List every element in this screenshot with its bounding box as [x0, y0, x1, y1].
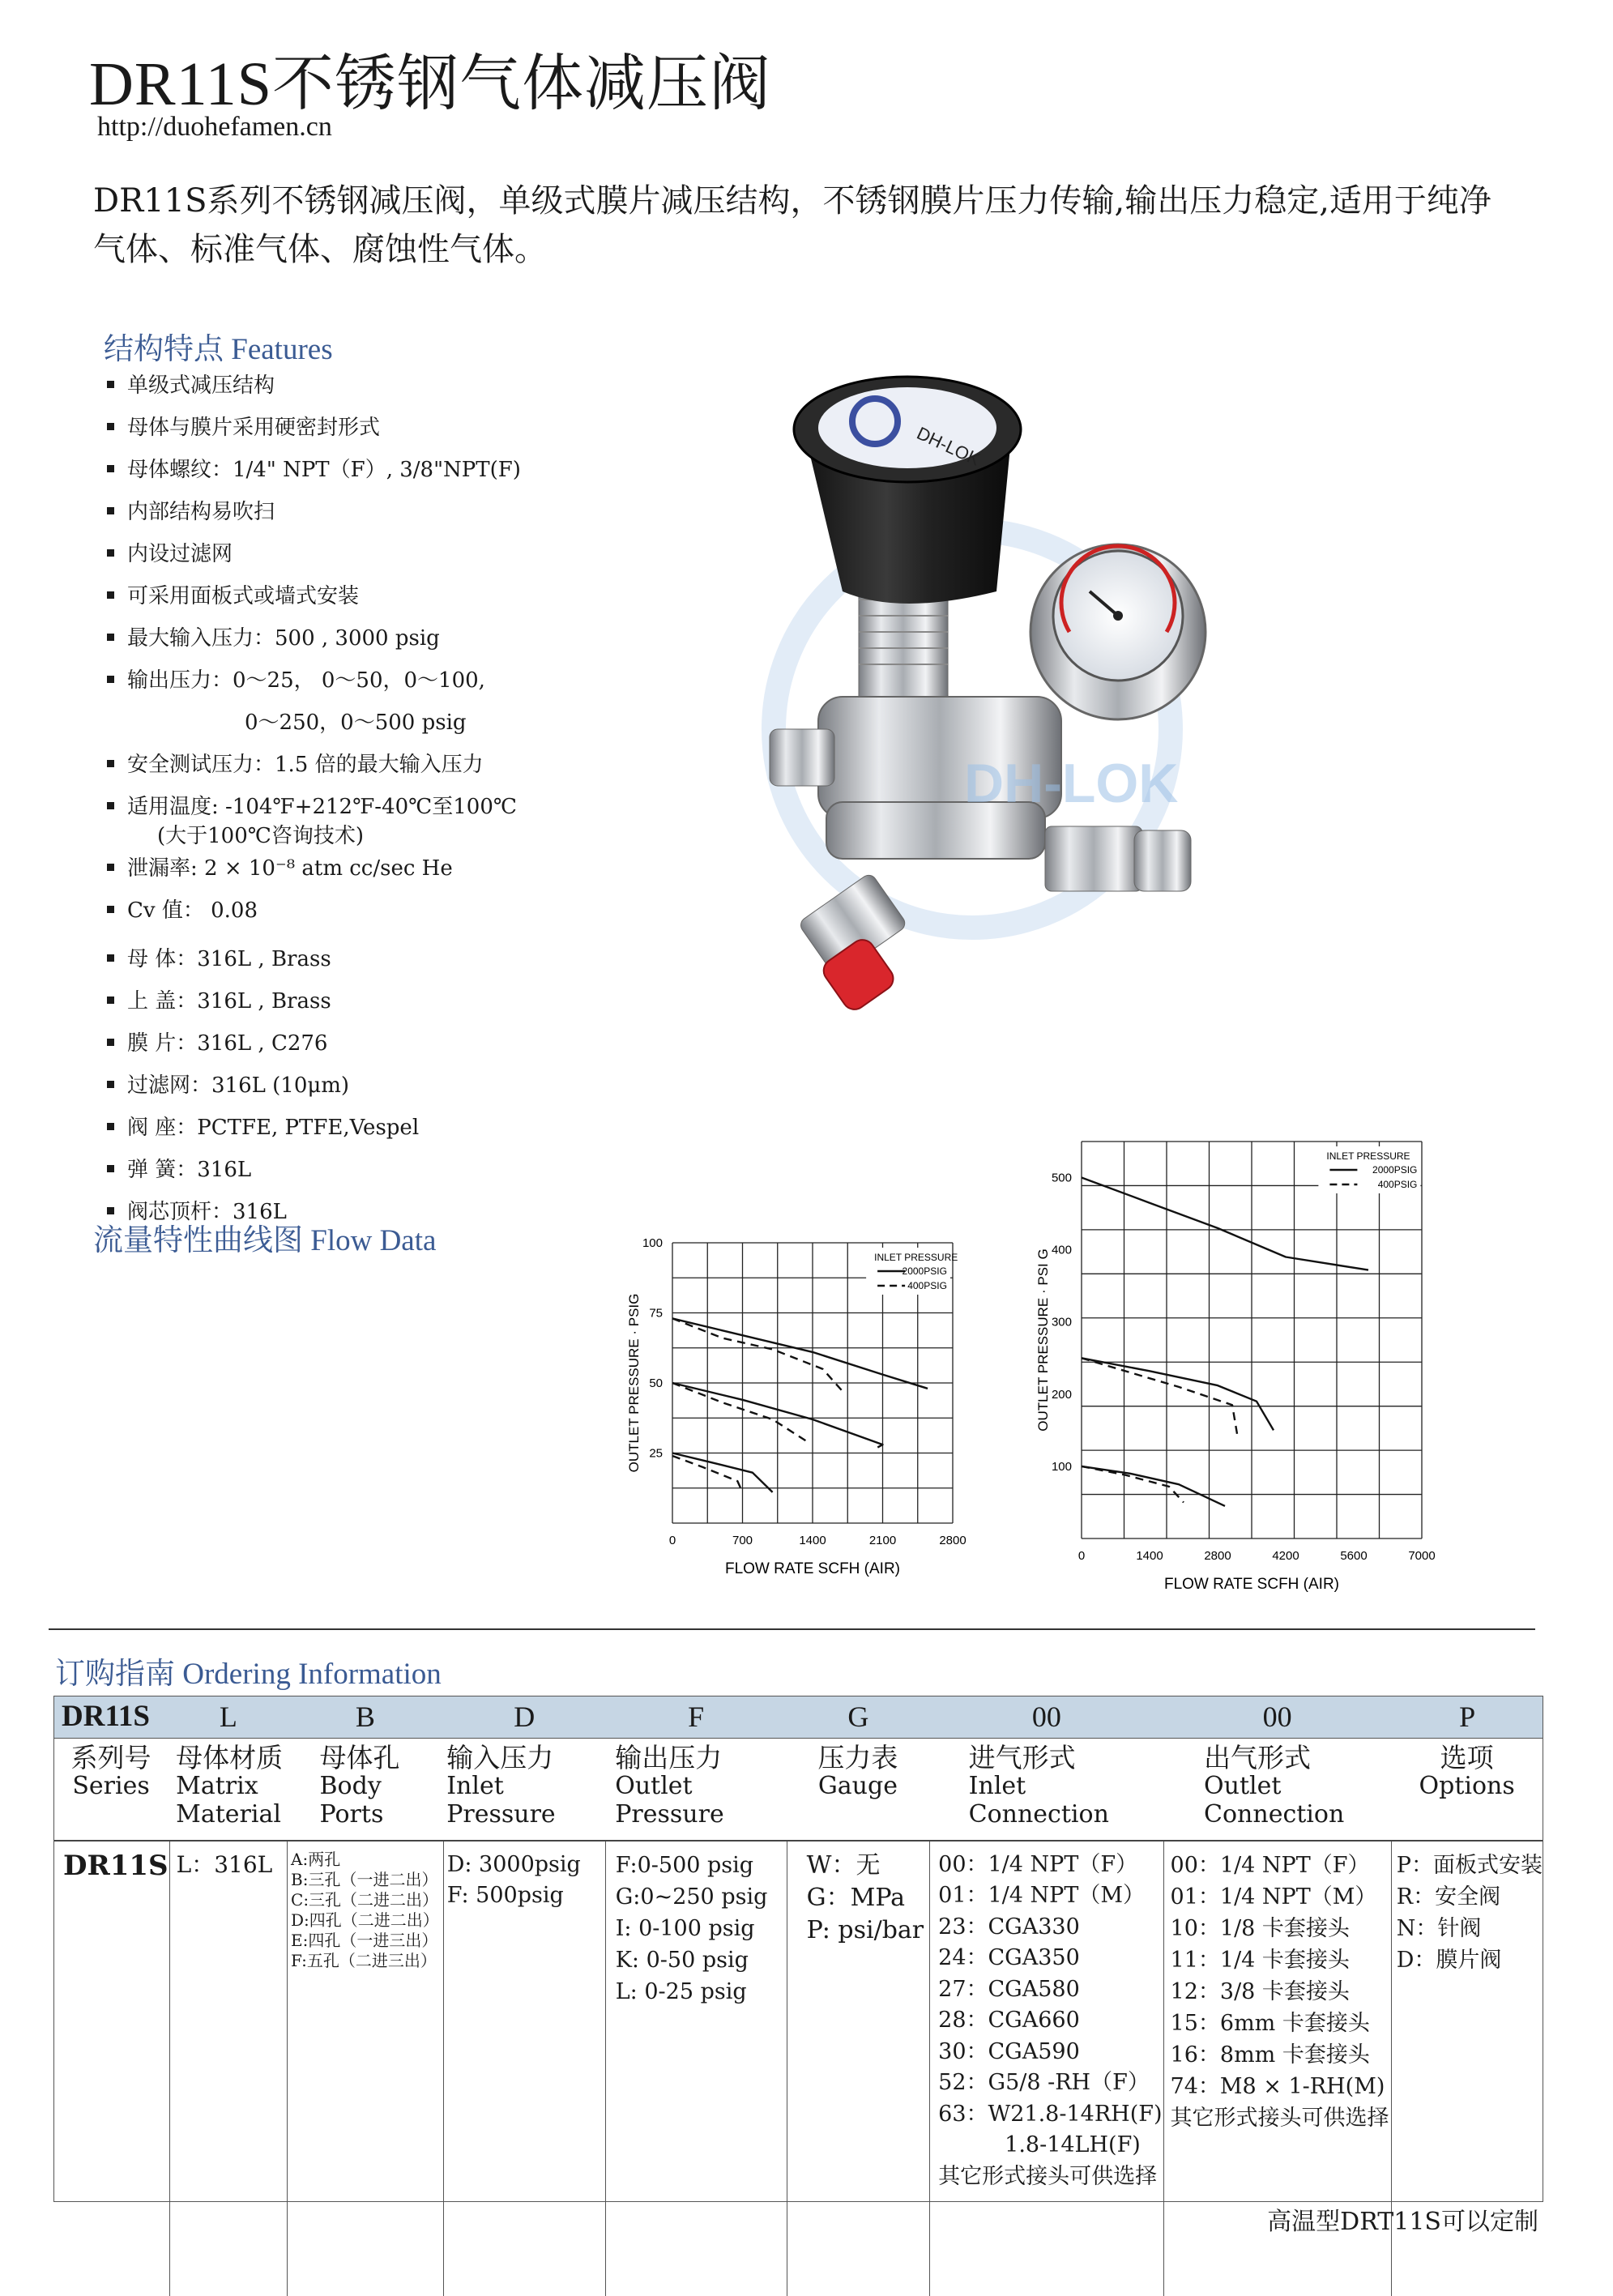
- ordering-option: D：膜片阀: [1396, 1947, 1502, 1973]
- ordering-option: B:三孔（一进二出）: [291, 1869, 438, 1889]
- regulator-product-image: [753, 373, 1304, 1013]
- bullet-icon: [107, 1081, 114, 1088]
- series-cell: DR11S: [63, 1849, 169, 1882]
- bullet-icon: [107, 1207, 114, 1214]
- ordering-code: B: [288, 1696, 444, 1738]
- feature-text: 母 体：316L , Brass: [127, 947, 331, 971]
- x-tick-label: 0: [668, 1534, 676, 1547]
- feature-text: 最大输入压力：500 , 3000 psig: [127, 626, 440, 651]
- x-tick-label: 0: [1077, 1549, 1086, 1563]
- ordering-option: 00：1/4 NPT（F）: [1170, 1852, 1370, 1878]
- feature-item: [107, 1153, 251, 1183]
- legend-entry: 400PSIG: [1377, 1179, 1418, 1190]
- feature-text: 内设过滤网: [127, 542, 233, 566]
- feature-text: 可采用面板式或墙式安装: [127, 584, 360, 608]
- feature-text: 阀芯顶杆：316L: [127, 1200, 287, 1224]
- bullet-icon: [107, 996, 114, 1004]
- feature-text: 适用温度: -104℉+212℉-40℃至100℃: [127, 795, 517, 819]
- ordering-label-line: Outlet: [615, 1771, 693, 1800]
- ordering-label-line: 系列号: [70, 1741, 151, 1773]
- bullet-icon: [107, 676, 114, 683]
- ordering-option: 00：1/4 NPT（F）: [938, 1851, 1138, 1877]
- x-tick-label: 5600: [1340, 1549, 1368, 1563]
- ordering-label-line: Pressure: [446, 1799, 556, 1829]
- ordering-label-line: 压力表: [817, 1741, 898, 1773]
- ordering-option: E:四孔（一进三出）: [291, 1930, 438, 1950]
- feature-item: [107, 790, 517, 820]
- ordering-label-line: Inlet: [968, 1771, 1026, 1800]
- legend-entry: 2000PSIG: [902, 1265, 947, 1277]
- ordering-label-line: Gauge: [817, 1771, 898, 1800]
- ordering-label-row: [53, 1738, 1543, 1841]
- feature-item: [107, 1026, 327, 1056]
- series-curve: [672, 1318, 928, 1389]
- x-tick-label: 2800: [1204, 1549, 1231, 1563]
- ordering-label-line: Options: [1419, 1771, 1515, 1800]
- ordering-option: 28：CGA660: [938, 2008, 1080, 2033]
- feature-text: 母体螺纹：1/4" NPT（F）, 3/8"NPT(F): [127, 458, 521, 482]
- ordering-label-line: 出气形式: [1204, 1741, 1312, 1773]
- ordering-option: 24：CGA350: [938, 1945, 1080, 1970]
- feature-item: [107, 621, 440, 651]
- feature-item: [107, 664, 485, 693]
- series-curve: [672, 1453, 773, 1492]
- features-heading: 结构特点 Features: [104, 333, 333, 366]
- legend-entry: 2000PSIG: [1372, 1164, 1418, 1176]
- bullet-icon: [107, 423, 114, 430]
- ports-cell: [288, 1841, 444, 2296]
- bullet-icon: [107, 634, 114, 641]
- y-tick-label: 100: [1051, 1459, 1072, 1474]
- x-tick-label: 7000: [1408, 1549, 1436, 1563]
- x-tick-label: 4200: [1272, 1549, 1299, 1563]
- feature-item: [107, 1111, 419, 1141]
- ordering-option: D: 3000psig: [446, 1851, 581, 1877]
- ordering-option: 其它形式接头可供选择: [938, 2163, 1158, 2189]
- footer-note: 高温型DRT11S可以定制: [1267, 2208, 1538, 2236]
- feature-text: 母体与膜片采用硬密封形式: [127, 416, 381, 440]
- ordering-option: R：安全阀: [1396, 1884, 1501, 1910]
- feature-text: 膜 片：316L , C276: [127, 1031, 328, 1056]
- bullet-icon: [107, 802, 114, 809]
- bullet-icon: [107, 549, 114, 557]
- ordering-option: 11：1/4 卡套接头: [1170, 1947, 1350, 1973]
- y-tick-label: 300: [1051, 1315, 1072, 1329]
- x-tick-label: 1400: [1136, 1549, 1163, 1563]
- ordering-option: 其它形式接头可供选择: [1170, 2105, 1389, 2131]
- feature-item: [107, 942, 331, 972]
- ordering-option: 27：CGA580: [938, 1976, 1080, 2002]
- ordering-code: 00: [1163, 1696, 1391, 1738]
- bullet-icon: [107, 1039, 114, 1046]
- ordering-code-row: [53, 1696, 1543, 1738]
- feature-text: 安全测试压力：1.5 倍的最大输入压力: [127, 753, 484, 777]
- feature-item: [107, 453, 521, 483]
- handle-knob-icon: [794, 377, 1021, 604]
- feature-item: [107, 1069, 349, 1099]
- ordering-label: [443, 1738, 605, 1841]
- ordering-option: 16：8mm 卡套接头: [1170, 2042, 1370, 2068]
- ordering-label: [1391, 1738, 1543, 1841]
- feature-text: 内部结构易吹扫: [127, 500, 275, 524]
- ordering-option: W：无: [806, 1850, 881, 1880]
- feature-text: 弹 簧：316L: [127, 1158, 252, 1182]
- ordering-label-line: Pressure: [615, 1799, 724, 1829]
- ordering-option: 10：1/8 卡套接头: [1170, 1915, 1350, 1941]
- ordering-label-line: Matrix: [176, 1771, 258, 1800]
- gauge-cell: [787, 1841, 929, 2296]
- website-url[interactable]: http://duohefamen.cn: [97, 112, 332, 142]
- ordering-option: F:0-500 psig: [615, 1852, 754, 1878]
- ordering-code: G: [787, 1696, 929, 1738]
- ordering-label: [288, 1738, 444, 1841]
- ordering-label-line: 进气形式: [968, 1741, 1076, 1773]
- feature-text: 阀 座：PCTFE, PTFE,Vespel: [127, 1116, 420, 1140]
- ordering-option: 30：CGA590: [938, 2038, 1080, 2064]
- feature-item: [107, 748, 484, 778]
- flow-chart-high-pressure: [1017, 1130, 1454, 1604]
- y-axis-label: OUTLET PRESSURE · PSI G: [1035, 1248, 1051, 1432]
- feature-text: 泄漏率: 2 × 10⁻⁸ atm cc/sec He: [127, 856, 453, 881]
- page-title: DR11S不锈钢气体减压阀: [89, 50, 772, 118]
- y-tick-label: 25: [649, 1446, 663, 1461]
- ordering-option: 23：CGA330: [938, 1914, 1080, 1940]
- series-curve: [1082, 1358, 1237, 1434]
- y-tick-label: 500: [1051, 1171, 1072, 1185]
- ordering-label-line: Outlet: [1204, 1771, 1282, 1800]
- legend-entry: 400PSIG: [907, 1280, 947, 1291]
- ordering-code: F: [605, 1696, 787, 1738]
- ordering-option: P: psi/bar: [806, 1915, 924, 1944]
- ordering-label: [53, 1738, 169, 1841]
- ordering-option: G:0~250 psig: [615, 1884, 768, 1910]
- ordering-option: 74：M8 × 1-RH(M): [1170, 2073, 1385, 2099]
- ordering-label: [605, 1738, 787, 1841]
- ordering-option: P：面板式安装: [1396, 1852, 1543, 1878]
- inlet-pressure-cell: [443, 1841, 605, 2296]
- bullet-icon: [107, 381, 114, 388]
- ordering-option: 63：W21.8-14RH(F): [938, 2101, 1163, 2127]
- feature-text: 输出压力：0～25， 0～50，0～100,: [127, 668, 485, 693]
- ordering-option: L：316L: [176, 1850, 273, 1878]
- ordering-option: L: 0-25 psig: [615, 1978, 747, 2004]
- ordering-label: [930, 1738, 1163, 1841]
- ordering-option: N：针阀: [1396, 1915, 1482, 1941]
- material-cell: [169, 1841, 287, 2296]
- feature-text: (大于100℃咨询技术): [157, 824, 364, 848]
- bullet-icon: [107, 906, 114, 913]
- feature-item: [107, 537, 233, 567]
- y-tick-label: 100: [642, 1236, 663, 1250]
- ordering-option: 15：6mm 卡套接头: [1170, 2010, 1370, 2036]
- feature-item: [157, 819, 364, 849]
- x-axis-label: FLOW RATE SCFH (AIR): [724, 1560, 901, 1577]
- x-tick-label: 2100: [868, 1534, 897, 1547]
- feature-item: [107, 411, 380, 441]
- pressure-gauge-icon: [1031, 544, 1205, 719]
- feature-text: 上 盖：316L , Brass: [127, 989, 331, 1014]
- feature-item: [245, 706, 467, 736]
- bullet-icon: [107, 1165, 114, 1172]
- bullet-icon: [107, 864, 114, 871]
- feature-item: [107, 984, 331, 1014]
- ordering-label-line: Body: [319, 1771, 382, 1800]
- series-curve: [672, 1318, 843, 1391]
- feature-item: [107, 851, 453, 881]
- series-curve: [1082, 1466, 1225, 1506]
- x-tick-label: 1400: [799, 1534, 826, 1547]
- ordering-option: C:三孔（二进二出）: [291, 1889, 439, 1910]
- ordering-option: 52：G5/8 -RH（F）: [938, 2070, 1150, 2095]
- x-tick-label: 700: [732, 1534, 753, 1547]
- ordering-option: 1.8-14LH(F): [1005, 2132, 1141, 2157]
- bullet-icon: [107, 1123, 114, 1130]
- ordering-option: 01：1/4 NPT（M）: [1170, 1884, 1377, 1910]
- ordering-label-line: Inlet: [446, 1771, 504, 1800]
- y-tick-label: 50: [649, 1376, 663, 1390]
- flow-chart-low-pressure: [616, 1231, 988, 1604]
- ordering-label-line: 输入压力: [446, 1741, 554, 1773]
- outlet-pressure-cell: [605, 1841, 787, 2296]
- feature-item: [107, 579, 359, 609]
- ordering-label-line: 选项: [1440, 1741, 1494, 1773]
- ordering-option: K: 0-50 psig: [615, 1947, 749, 1973]
- feature-text: 过滤网：316L (10μm): [127, 1073, 350, 1098]
- ordering-label: [169, 1738, 287, 1841]
- svg-text:DH-LOK: DH-LOK: [964, 753, 1179, 814]
- ordering-option: 12：3/8 卡套接头: [1170, 1978, 1350, 2004]
- bullet-icon: [107, 507, 114, 514]
- y-tick-label: 200: [1051, 1387, 1072, 1402]
- ordering-option: A:两孔: [291, 1849, 341, 1869]
- bullet-icon: [107, 591, 114, 599]
- bullet-icon: [107, 954, 114, 962]
- feature-text: Cv 值： 0.08: [127, 898, 258, 923]
- ordering-label-line: Connection: [968, 1799, 1109, 1829]
- feature-item: [107, 369, 275, 399]
- ordering-label-line: Material: [176, 1799, 281, 1829]
- x-tick-label: 2800: [939, 1534, 967, 1547]
- feature-text: 0～250，0～500 psig: [245, 711, 467, 735]
- ordering-option: D:四孔（二进二出）: [291, 1910, 439, 1930]
- legend-title: INLET PRESSURE: [874, 1252, 958, 1263]
- ordering-heading: 订购指南 Ordering Information: [55, 1658, 442, 1691]
- ordering-label-line: 母体材质: [176, 1741, 284, 1773]
- ordering-label: [1163, 1738, 1391, 1841]
- intro-paragraph: DR11S系列不锈钢减压阀，单级式膜片减压结构，不锈钢膜片压力传输,输出压力稳定,适用于纯净气体、标准气体、腐蚀性气体。: [93, 182, 1491, 268]
- ordering-label-line: Connection: [1204, 1799, 1345, 1829]
- ordering-option: 01：1/4 NPT（M）: [938, 1883, 1145, 1908]
- feature-text: 单级式减压结构: [127, 373, 275, 398]
- ordering-code: P: [1391, 1696, 1543, 1738]
- ordering-code: 00: [930, 1696, 1163, 1738]
- y-tick-label: 75: [649, 1306, 663, 1321]
- flow-data-heading: 流量特性曲线图 Flow Data: [93, 1224, 437, 1257]
- ordering-option: I: 0-100 psig: [615, 1915, 755, 1941]
- feature-item: [107, 495, 275, 525]
- ordering-code: DR11S: [53, 1696, 169, 1738]
- ordering-label-line: 输出压力: [615, 1741, 723, 1773]
- ordering-label: [787, 1738, 929, 1841]
- chart-grid: [1082, 1142, 1422, 1538]
- ordering-code: L: [169, 1696, 287, 1738]
- ordering-label-line: Series: [72, 1771, 150, 1800]
- svg-text:DH-LOK: DH-LOK: [913, 422, 984, 470]
- ordering-option: G：MPa: [806, 1883, 906, 1912]
- bullet-icon: [107, 465, 114, 472]
- ordering-label-line: 母体孔: [319, 1741, 400, 1773]
- ordering-option: F: 500psig: [446, 1882, 564, 1908]
- ordering-label-line: Ports: [319, 1799, 384, 1829]
- y-axis-label: OUTLET PRESSURE · PSIG: [626, 1293, 642, 1473]
- bullet-icon: [107, 760, 114, 767]
- inlet-connection-cell: [930, 1841, 1163, 2296]
- series-curve: [1082, 1466, 1184, 1503]
- legend-title: INLET PRESSURE: [1326, 1150, 1410, 1162]
- feature-item: [107, 894, 258, 924]
- x-axis-label: FLOW RATE SCFH (AIR): [1163, 1576, 1340, 1593]
- y-tick-label: 400: [1051, 1243, 1072, 1257]
- ordering-option: F:五孔（二进三出）: [291, 1950, 437, 1970]
- section-divider: [49, 1628, 1535, 1630]
- series-curve: [1082, 1358, 1274, 1430]
- ordering-code: D: [443, 1696, 605, 1738]
